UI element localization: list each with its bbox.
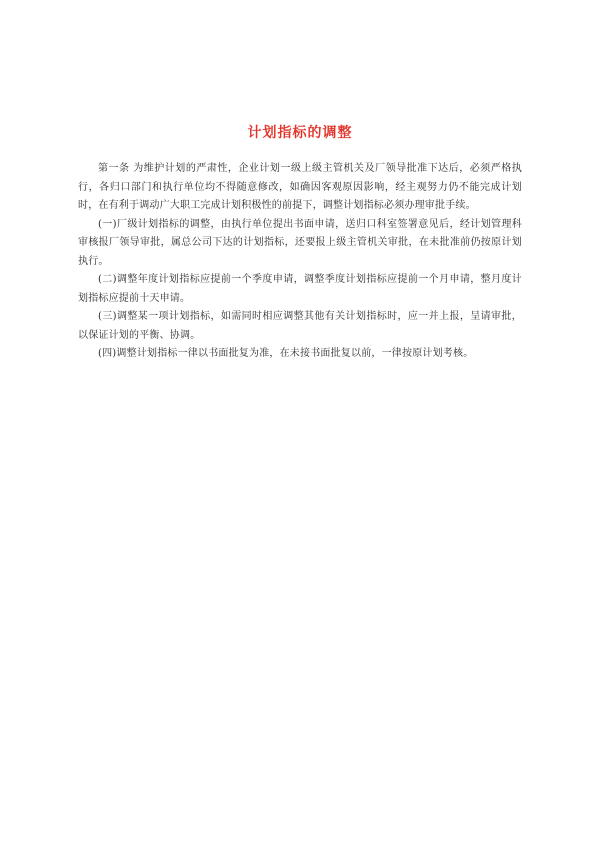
paragraph-clause-two: (二)调整年度计划指标应提前一个季度申请，调整季度计划指标应提前一个月申请，整月度计划指标应提前十天申请。 (78, 274, 522, 304)
paragraph-article-one: 第一条 为维护计划的严肃性，企业计划一级上级主管机关及厂领导批准下达后，必须严格执行，各归口部门和执行单位均不得随意修改，如确因客观原因影响，经主观努力仍不能完成计划时，在有利于调动广大职工完成计划积极性的前提下，调整计划指标必须办理审批手续。 (78, 163, 522, 211)
document-title: 计划指标的调整 (247, 125, 353, 141)
paragraph-clause-three: (三)调整某一项计划指标，如需同时相应调整其他有关计划指标时，应一并上报，呈请审批，以保证计划的平衡、协调。 (78, 311, 522, 341)
document-body (78, 160, 522, 364)
paragraph-clause-one: (一)厂级计划指标的调整，由执行单位提出书面申请，送归口科室签署意见后，经计划管理科 审核报厂领导审批，属总公司下达的计划指标，还要报上级主管机关审批，在未批准前仍按原计划 执行。 (78, 218, 522, 267)
paragraph-clause-four: (四)调整计划指标一律以书面批复为准，在未接书面批复以前，一律按原计划考核。 (98, 348, 474, 359)
